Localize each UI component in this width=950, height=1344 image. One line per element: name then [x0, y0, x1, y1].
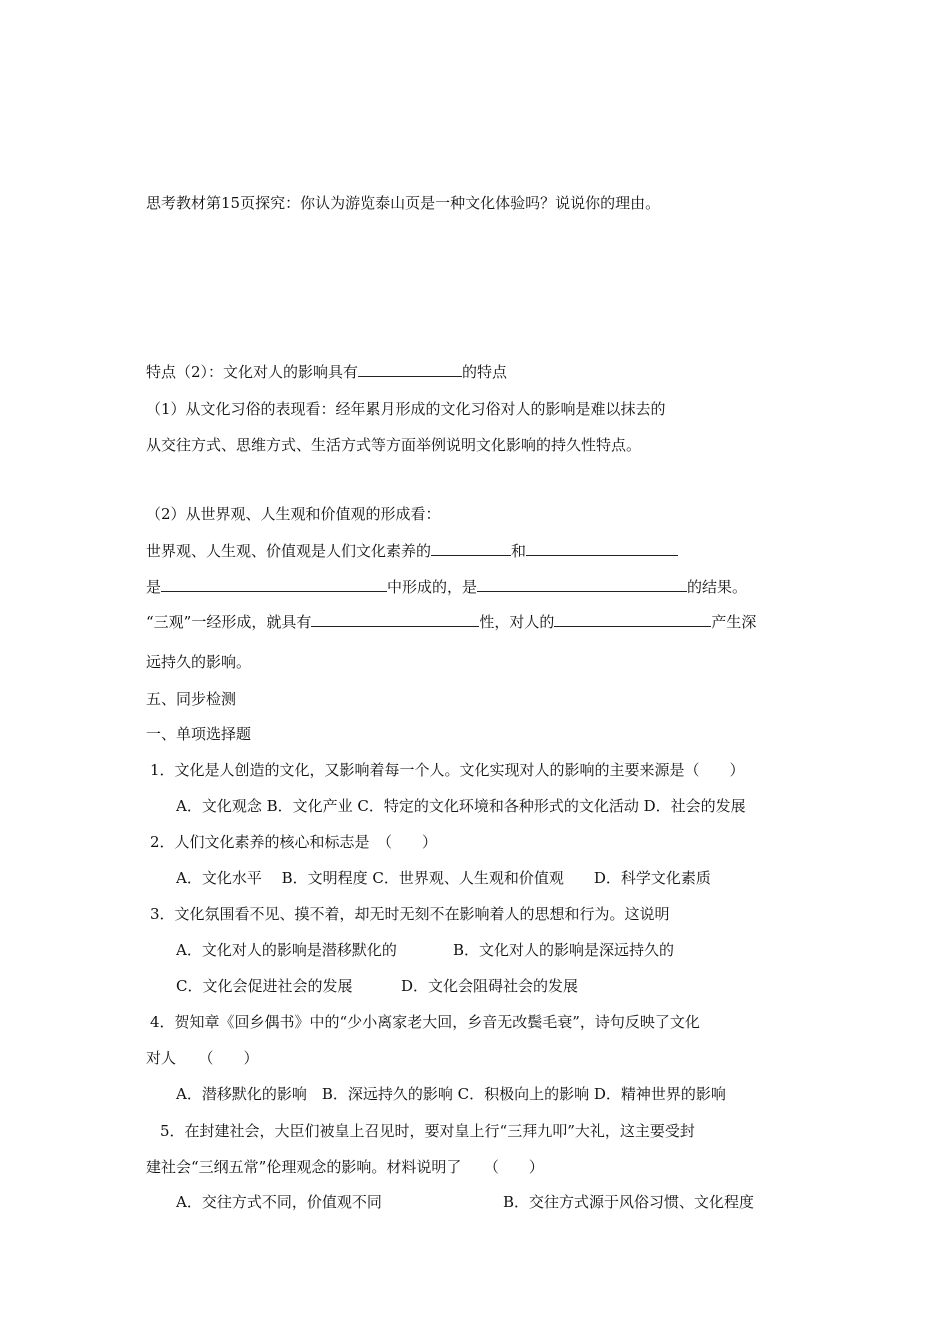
- feature-2-suffix: 的特点: [462, 363, 508, 381]
- blank-field[interactable]: [161, 577, 387, 592]
- feature-2-line: [146, 362, 507, 382]
- question-5-option-a: A．交往方式不同，价值观不同: [176, 1193, 382, 1211]
- point-1: （1）从文化习俗的表现看：经年累月形成的文化习俗对人的影响是难以抹去的: [146, 400, 666, 418]
- fill-line-1: [146, 541, 678, 561]
- intro-question: 思考教材第15页探究：你认为游览泰山页是一种文化体验吗？说说你的理由。: [146, 194, 661, 212]
- question-3-stem: 3．文化氛围看不见、摸不着，却无时无刻不在影响着人的思想和行为。这说明: [150, 905, 670, 923]
- point-1-task: 从交往方式、思维方式、生活方式等方面举例说明文化影响的持久性特点。: [146, 436, 642, 454]
- question-3-option-a: A．文化对人的影响是潜移默化的: [176, 941, 397, 959]
- fill-line-3-cont: 远持久的影响。: [146, 653, 252, 671]
- question-3-option-c: C．文化会促进社会的发展: [176, 977, 353, 995]
- question-3-option-b: B．文化对人的影响是深远持久的: [453, 941, 675, 959]
- fill-text: “三观”一经形成，就具有: [146, 613, 312, 631]
- fill-text: 是: [146, 578, 162, 596]
- fill-text: 产生深: [711, 613, 757, 631]
- question-4-stem: 4．贺知章《回乡偶书》中的“少小离家老大回，乡音无改鬓毛衰”，诗句反映了文化: [150, 1013, 700, 1031]
- fill-text: 和: [511, 542, 527, 560]
- question-5-option-b: B．交往方式源于风俗习惯、文化程度: [503, 1193, 755, 1211]
- fill-line-3: [146, 612, 756, 632]
- question-5-stem-cont: 建社会“三纲五常”伦理观念的影响。材料说明了 （ ）: [146, 1158, 544, 1176]
- question-3-option-d: D．文化会阻碍社会的发展: [401, 977, 579, 995]
- blank-field[interactable]: [431, 541, 511, 556]
- question-4-options: A．潜移默化的影响 B．深远持久的影响 C．积极向上的影响 D．精神世界的影响: [176, 1085, 726, 1103]
- fill-text: 性，对人的: [479, 613, 555, 631]
- section-heading-5: 五、同步检测: [146, 690, 237, 708]
- blank-field[interactable]: [526, 541, 678, 556]
- fill-text: 的结果。: [687, 578, 748, 596]
- question-1-options: A．文化观念 B．文化产业 C．特定的文化环境和各种形式的文化活动 D．社会的发展: [176, 797, 746, 815]
- fill-text: 世界观、人生观、价值观是人们文化素养的: [146, 542, 432, 560]
- question-5-stem: 5．在封建社会，大臣们被皇上召见时，要对皇上行“三拜九叩”大礼，这主要受封: [160, 1122, 695, 1140]
- question-4-stem-cont: 对人 （ ）: [146, 1049, 259, 1067]
- point-2: （2）从世界观、人生观和价值观的形成看：: [146, 505, 441, 523]
- fill-line-2: [146, 577, 747, 597]
- feature-2-prefix: 特点（2）：文化对人的影响具有: [146, 363, 359, 381]
- question-2-options: A．文化水平 B．文明程度 C．世界观、人生观和价值观 D．科学文化素质: [176, 869, 711, 887]
- blank-field[interactable]: [358, 362, 462, 377]
- blank-field[interactable]: [477, 577, 687, 592]
- question-1-stem: 1．文化是人创造的文化，又影响着每一个人。文化实现对人的影响的主要来源是（ ）: [150, 761, 745, 779]
- blank-field[interactable]: [311, 612, 479, 627]
- fill-text: 中形成的，是: [387, 578, 478, 596]
- blank-field[interactable]: [554, 612, 711, 627]
- question-2-stem: 2．人们文化素养的核心和标志是 （ ）: [150, 833, 438, 851]
- section-heading-single-choice: 一、单项选择题: [146, 725, 252, 743]
